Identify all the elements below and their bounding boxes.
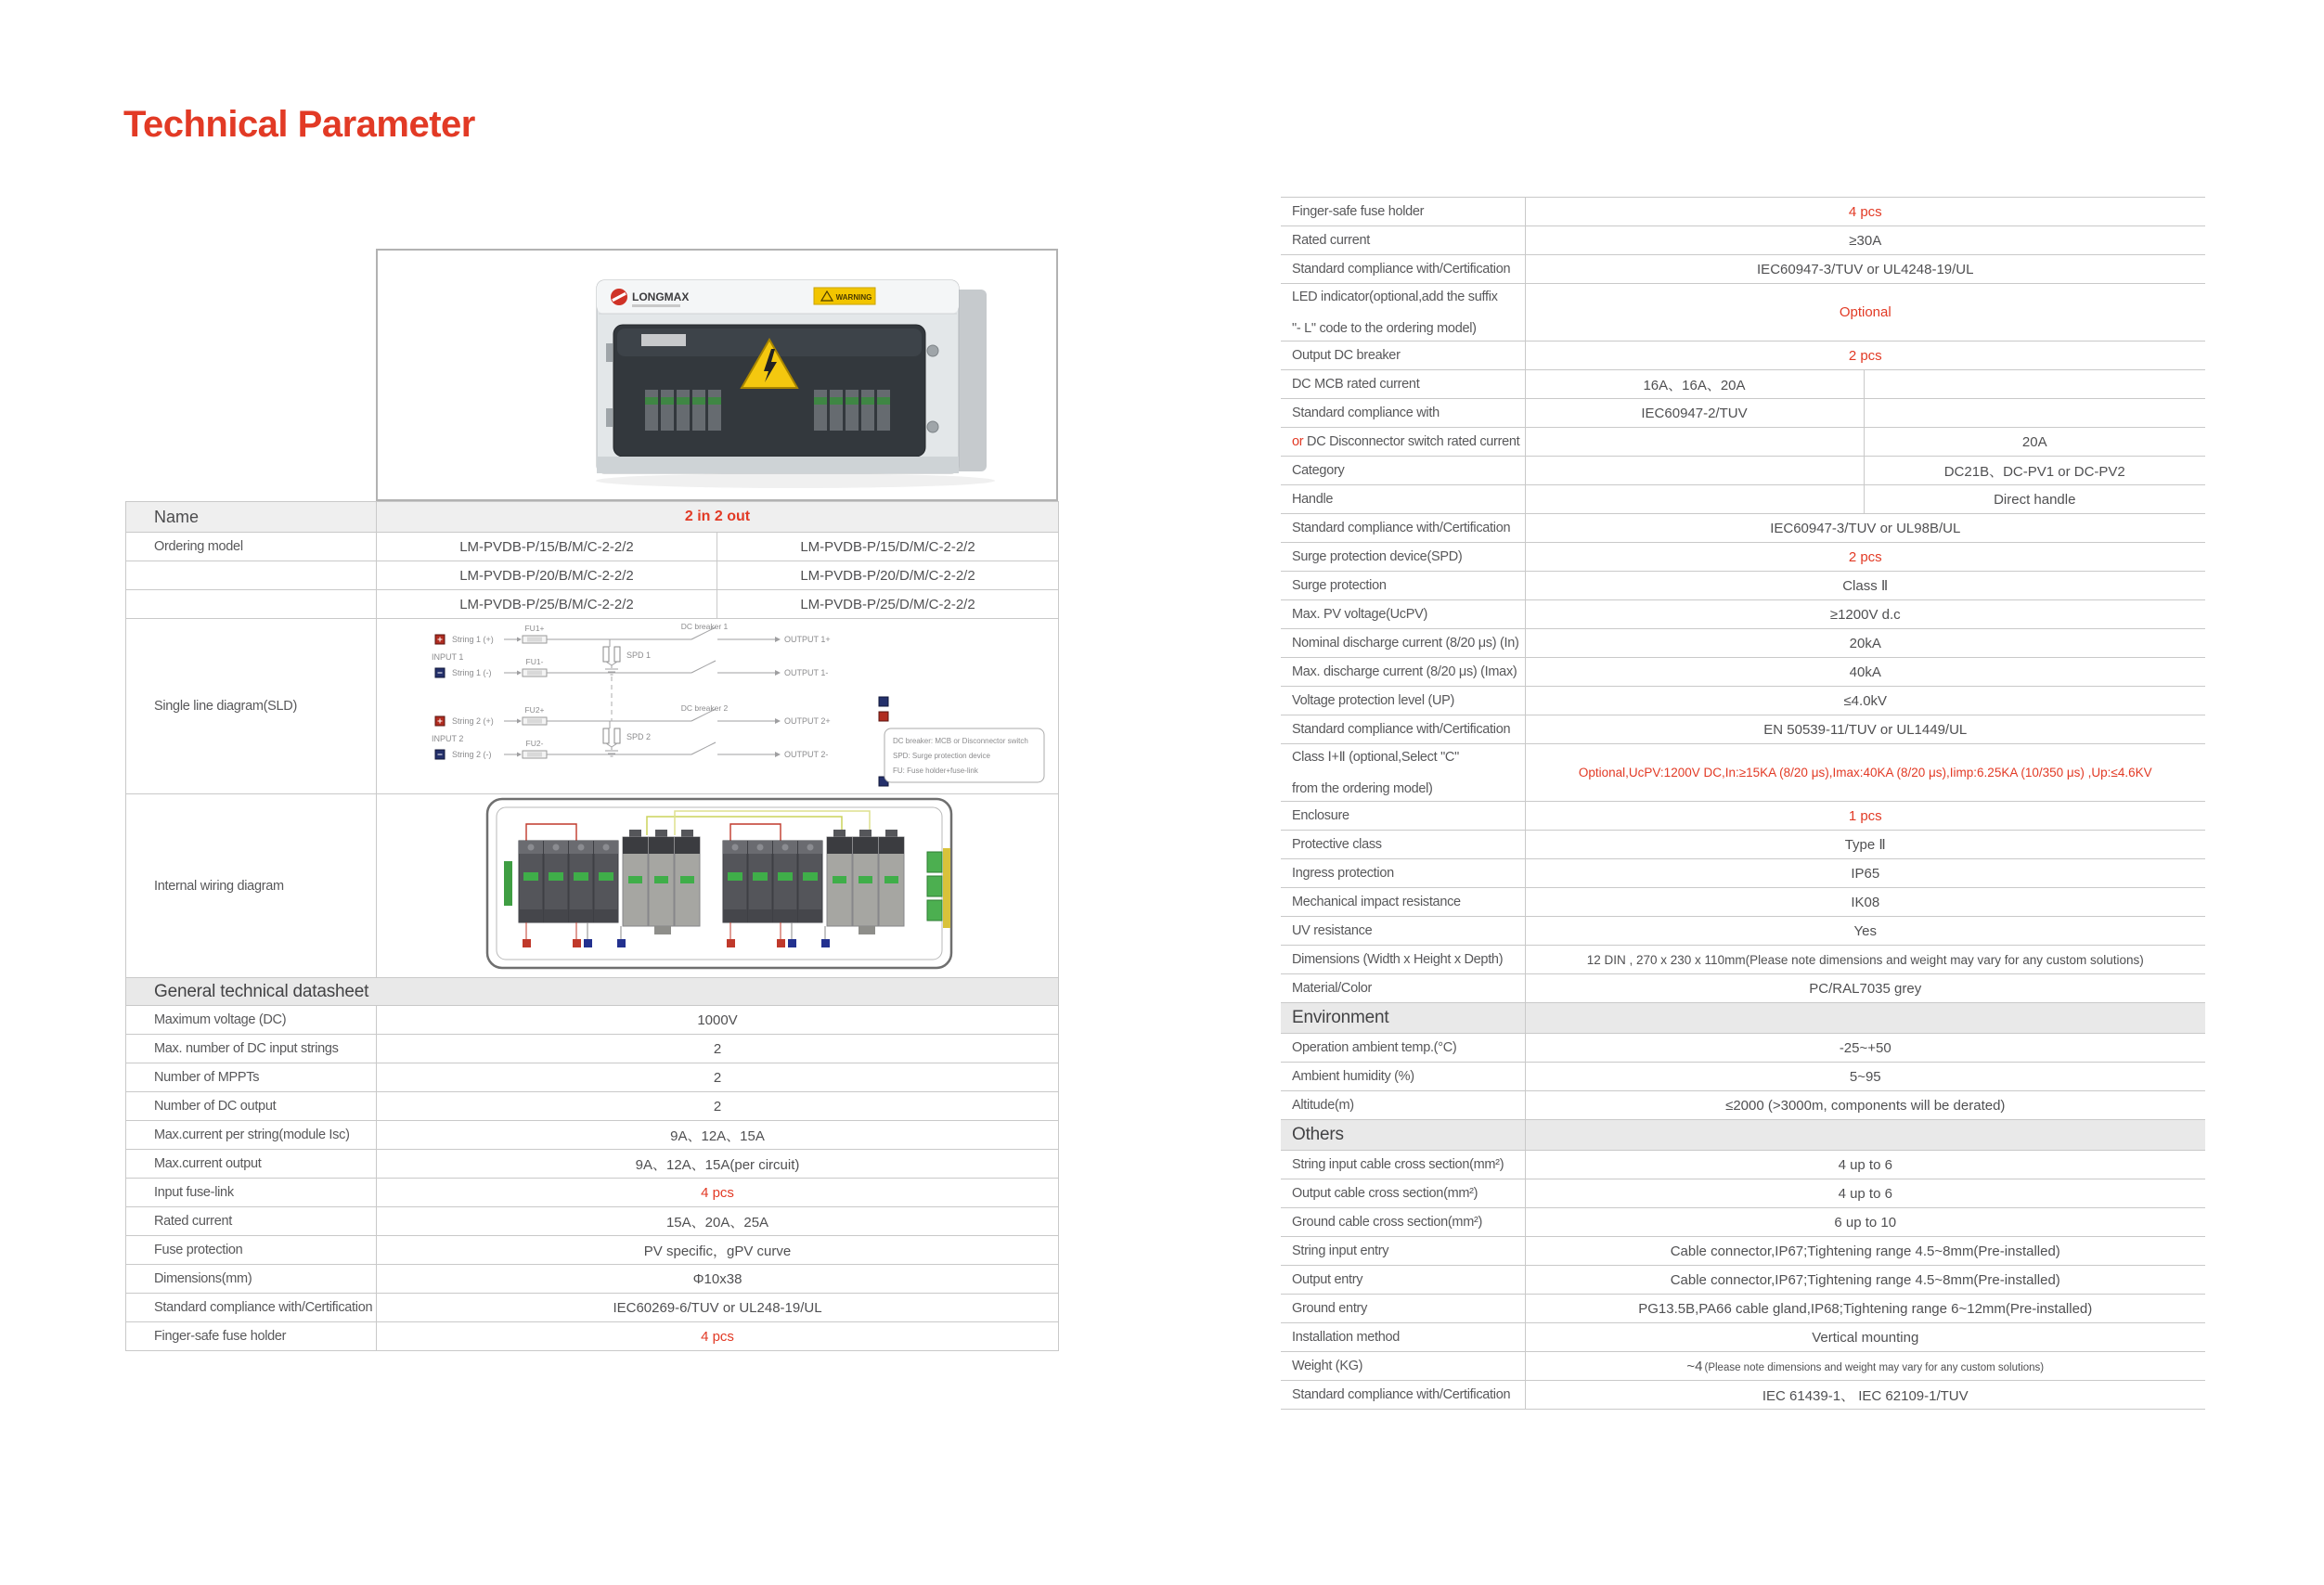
ordering-model-value: LM-PVDB-P/25/D/M/C-2-2/2 [717, 590, 1059, 619]
sld-text: INPUT 2 [431, 734, 463, 743]
name-row-value: 2 in 2 out [377, 502, 1059, 533]
row-label: String input cable cross section(mm²) [1281, 1151, 1525, 1179]
row-value: Cable connector,IP67;Tightening range 4.5~8mm(Pre-installed) [1525, 1237, 2205, 1266]
row-label: Standard compliance with/Certification [1281, 1381, 1525, 1410]
row-label: Number of MPPTs [126, 1063, 377, 1092]
row-label: Nominal discharge current (8/20 μs) (In) [1281, 629, 1525, 658]
row-label: Fuse protection [126, 1236, 377, 1265]
section-row [1281, 1003, 2205, 1034]
row-label: Finger-safe fuse holder [126, 1322, 377, 1351]
table-row [126, 1035, 1059, 1063]
row-label-line2: from the ordering model) [1292, 780, 1433, 796]
table-row [126, 1092, 1059, 1121]
sld-text: String 2 (-) [451, 750, 492, 759]
sld-text: SPD 2 [626, 732, 651, 741]
table-row [1281, 341, 2205, 370]
row-value: 5~95 [1525, 1063, 2205, 1091]
row-value: IEC60947-2/TUV [1525, 399, 1864, 428]
page-title: Technical Parameter [123, 104, 475, 145]
row-value: Class Ⅱ [1525, 572, 2205, 600]
table-row [1281, 629, 2205, 658]
wiring-svg [378, 794, 1058, 973]
row-label: UV resistance [1281, 917, 1525, 946]
row-value: 2 [377, 1035, 1059, 1063]
ordering-model-value: LM-PVDB-P/15/B/M/C-2-2/2 [377, 533, 717, 561]
row-value: 4 pcs [1525, 198, 2205, 226]
row-label: Output DC breaker [1281, 341, 1525, 370]
row-label: Standard compliance with/Certification [126, 1294, 377, 1322]
row-value: ≥1200V d.c [1525, 600, 2205, 629]
row-value: 1 pcs [1525, 802, 2205, 831]
table-row [126, 1063, 1059, 1092]
row-value: 12 DIN , 270 x 230 x 110mm(Please note dimensions and weight may vary for any custom solutions) [1525, 946, 2205, 974]
row-value: Cable connector,IP67;Tightening range 4.5~8mm(Pre-installed) [1525, 1266, 2205, 1295]
table-row [126, 1265, 1059, 1294]
row-value: PV specific，gPV curve [377, 1236, 1059, 1265]
sld-text: DC breaker: MCB or Disconnector switch [892, 737, 1028, 745]
row-value: Yes [1525, 917, 2205, 946]
row-label-prefix: or [1292, 434, 1308, 449]
brand-logo [611, 289, 689, 307]
row-label: Max. PV voltage(UcPV) [1281, 600, 1525, 629]
sld-text: SPD: Surge protection device [892, 752, 990, 760]
sld-text: FU2- [525, 739, 543, 748]
row-value: 4 up to 6 [1525, 1179, 2205, 1208]
row-value: EN 50539-11/TUV or UL1449/UL [1525, 715, 2205, 744]
section-header: Environment [1281, 1003, 1525, 1034]
section-header: Others [1281, 1120, 1525, 1151]
row-label-cell [1281, 284, 1525, 341]
row-value: 9A、12A、15A [377, 1121, 1059, 1150]
row-value: 1000V [377, 1006, 1059, 1035]
row-label: Max. discharge current (8/20 μs) (Imax) [1281, 658, 1525, 687]
table-row [1281, 917, 2205, 946]
row-label-line2: "- L" code to the ordering model) [1292, 320, 1477, 336]
row-value: 4 pcs [377, 1322, 1059, 1351]
sld-text: FU2+ [523, 705, 545, 715]
row-label: Dimensions (Width x Height x Depth) [1281, 946, 1525, 974]
row-value: Type Ⅱ [1525, 831, 2205, 859]
sld-text: FU: Fuse holder+fuse-link [892, 767, 978, 775]
table-row [1281, 1352, 2205, 1381]
section-row [1281, 1120, 2205, 1151]
row-value: IEC60269-6/TUV or UL248-19/UL [377, 1294, 1059, 1322]
row-label: Max. number of DC input strings [126, 1035, 377, 1063]
table-row [1281, 1091, 2205, 1120]
row-label: Ambient humidity (%) [1281, 1063, 1525, 1091]
table-row [1281, 1034, 2205, 1063]
section-header-general: General technical datasheet [126, 978, 1059, 1006]
row-label: String input entry [1281, 1237, 1525, 1266]
row-label: DC MCB rated current [1281, 370, 1525, 399]
row-label: Operation ambient temp.(°C) [1281, 1034, 1525, 1063]
section-header-rest [1525, 1003, 2205, 1034]
sld-text: DC breaker 2 [680, 703, 728, 713]
row-value: PG13.5B,PA66 cable gland,IP68;Tightening range 6~12mm(Pre-installed) [1525, 1295, 2205, 1323]
row-value: PC/RAL7035 grey [1525, 974, 2205, 1003]
row-label: DC Disconnector switch rated current [1307, 434, 1520, 449]
table-row [126, 1179, 1059, 1207]
ordering-model-label: Ordering model [126, 533, 377, 561]
sld-text: SPD 1 [626, 651, 651, 660]
single-line-diagram [377, 619, 1059, 794]
row-label: Dimensions(mm) [126, 1265, 377, 1294]
ordering-model-value: LM-PVDB-P/20/D/M/C-2-2/2 [717, 561, 1059, 590]
row-value: Optional [1525, 284, 2205, 341]
row-label: Output cable cross section(mm²) [1281, 1179, 1525, 1208]
table-row [1281, 543, 2205, 572]
table-row [126, 1150, 1059, 1179]
row-value: 20kA [1525, 629, 2205, 658]
table-row [1281, 1266, 2205, 1295]
left-spec-table [125, 501, 1059, 1351]
row-label: Ground entry [1281, 1295, 1525, 1323]
row-value: 4 pcs [377, 1179, 1059, 1207]
ordering-model-label-empty [126, 561, 377, 590]
row-value: 2 pcs [1525, 543, 2205, 572]
row-value: 2 pcs [1525, 341, 2205, 370]
row-value: Direct handle [1864, 485, 2205, 514]
table-row [1281, 600, 2205, 629]
row-label: Ingress protection [1281, 859, 1525, 888]
table-row [126, 1207, 1059, 1236]
row-label: Mechanical impact resistance [1281, 888, 1525, 917]
row-value: 16A、16A、20A [1525, 370, 1864, 399]
right-spec-table [1281, 197, 2205, 1410]
row-label: Altitude(m) [1281, 1091, 1525, 1120]
row-value: ≤4.0kV [1525, 687, 2205, 715]
row-value: 2 [377, 1092, 1059, 1121]
row-label: Surge protection [1281, 572, 1525, 600]
row-label: Max.current per string(module Isc) [126, 1121, 377, 1150]
row-label: Maximum voltage (DC) [126, 1006, 377, 1035]
sld-text: String 1 (+) [451, 635, 494, 644]
sld-text: OUTPUT 1+ [783, 635, 831, 644]
row-label: Ground cable cross section(mm²) [1281, 1208, 1525, 1237]
row-value: 20A [1864, 428, 2205, 457]
sld-text: String 2 (+) [451, 716, 494, 726]
row-label-line1: LED indicator(optional,add the suffix [1292, 289, 1498, 304]
table-row [1281, 399, 2205, 428]
row-value-cell [1525, 1352, 2205, 1381]
ordering-model-label-empty [126, 590, 377, 619]
row-value: DC21B、DC-PV1 or DC-PV2 [1864, 457, 2205, 485]
warning-text: WARNING [835, 293, 872, 302]
row-value: Φ10x38 [377, 1265, 1059, 1294]
table-row [1281, 1323, 2205, 1352]
sld-text: INPUT 1 [431, 652, 463, 662]
table-row [1281, 457, 2205, 485]
table-row [1281, 687, 2205, 715]
row-value: 2 [377, 1063, 1059, 1092]
sld-text: OUTPUT 1- [783, 668, 828, 677]
name-row-label: Name [126, 502, 377, 533]
row-label: Weight (KG) [1281, 1352, 1525, 1381]
table-row [1281, 485, 2205, 514]
sld-text: FU1+ [523, 624, 545, 633]
sld-text: String 1 (-) [451, 668, 492, 677]
table-row [1281, 1237, 2205, 1266]
row-label: Surge protection device(SPD) [1281, 543, 1525, 572]
empty-cell [1525, 485, 1864, 514]
internal-wiring-diagram [377, 794, 1059, 978]
row-label: Finger-safe fuse holder [1281, 198, 1525, 226]
table-row [1281, 888, 2205, 917]
row-label: Number of DC output [126, 1092, 377, 1121]
sld-text: FU1- [525, 657, 543, 666]
sld-legend [884, 728, 1044, 782]
empty-cell [1864, 399, 2205, 428]
table-row [1281, 715, 2205, 744]
row-value: Optional,UcPV:1200V DC,In:≥15KA (8/20 μs),Imax:40KA (8/20 μs),Iimp:6.25KA (10/350 μs) ,Up:≤4.6KV [1525, 744, 2205, 802]
row-label-cell [1281, 744, 1525, 802]
row-label: Output entry [1281, 1266, 1525, 1295]
row-label: Max.current output [126, 1150, 377, 1179]
table-row [1281, 946, 2205, 974]
table-row [1281, 284, 2205, 341]
row-label: Installation method [1281, 1323, 1525, 1352]
sld-row-label: Single line diagram(SLD) [126, 619, 377, 794]
table-row [126, 1322, 1059, 1351]
row-value: -25~+50 [1525, 1034, 2205, 1063]
table-row [1281, 1295, 2205, 1323]
row-label: Rated current [126, 1207, 377, 1236]
row-value: IK08 [1525, 888, 2205, 917]
row-value: IP65 [1525, 859, 2205, 888]
table-row [1281, 974, 2205, 1003]
product-photo [376, 249, 1058, 501]
row-label: Voltage protection level (UP) [1281, 687, 1525, 715]
table-row [1281, 255, 2205, 284]
ordering-model-value: LM-PVDB-P/20/B/M/C-2-2/2 [377, 561, 717, 590]
row-label-cell [1281, 428, 1525, 457]
row-value: Vertical mounting [1525, 1323, 2205, 1352]
table-row [1281, 514, 2205, 543]
row-label: Standard compliance with/Certification [1281, 514, 1525, 543]
table-row [1281, 1208, 2205, 1237]
row-label: Input fuse-link [126, 1179, 377, 1207]
row-label: Category [1281, 457, 1525, 485]
row-value: ≤2000 (>3000m, components will be derated) [1525, 1091, 2205, 1120]
table-row [1281, 226, 2205, 255]
row-label: Handle [1281, 485, 1525, 514]
row-label: Standard compliance with/Certification [1281, 715, 1525, 744]
table-row [1281, 1063, 2205, 1091]
table-row [126, 1121, 1059, 1150]
empty-cell [1525, 428, 1864, 457]
ordering-model-value: LM-PVDB-P/25/B/M/C-2-2/2 [377, 590, 717, 619]
row-value: 9A、12A、15A(per circuit) [377, 1150, 1059, 1179]
row-label: Enclosure [1281, 802, 1525, 831]
warning-sticker [814, 288, 875, 304]
row-value: IEC 61439-1、 IEC 62109-1/TUV [1525, 1381, 2205, 1410]
table-row [1281, 1179, 2205, 1208]
wiring-row-label: Internal wiring diagram [126, 794, 377, 978]
row-value: 15A、20A、25A [377, 1207, 1059, 1236]
row-value: IEC60947-3/TUV or UL98B/UL [1525, 514, 2205, 543]
sld-text: OUTPUT 2+ [783, 716, 831, 726]
row-label-line1: Class Ⅰ+Ⅱ (optional,Select "C" [1292, 749, 1459, 765]
sld-text: DC breaker 1 [680, 622, 728, 631]
row-value: 6 up to 10 [1525, 1208, 2205, 1237]
empty-cell [1864, 370, 2205, 399]
row-value: 40kA [1525, 658, 2205, 687]
row-label: Standard compliance with/Certification [1281, 255, 1525, 284]
row-value-note: (Please note dimensions and weight may vary for any custom solutions) [1704, 1361, 2045, 1373]
row-label: Rated current [1281, 226, 1525, 255]
row-value: ≥30A [1525, 226, 2205, 255]
empty-cell [1525, 457, 1864, 485]
table-row [126, 1294, 1059, 1322]
table-row [1281, 859, 2205, 888]
table-row [1281, 744, 2205, 802]
row-label: Protective class [1281, 831, 1525, 859]
table-row [126, 1236, 1059, 1265]
row-label: Standard compliance with [1281, 399, 1525, 428]
row-label: Material/Color [1281, 974, 1525, 1003]
table-row [1281, 428, 2205, 457]
table-row [1281, 1381, 2205, 1410]
table-row [126, 1006, 1059, 1035]
sld-text: OUTPUT 2- [783, 750, 828, 759]
row-value: ~4 [1686, 1358, 1703, 1374]
row-value: IEC60947-3/TUV or UL4248-19/UL [1525, 255, 2205, 284]
table-row [1281, 802, 2205, 831]
row-value: 4 up to 6 [1525, 1151, 2205, 1179]
table-row [1281, 658, 2205, 687]
table-row [1281, 198, 2205, 226]
table-row [1281, 1151, 2205, 1179]
table-row [1281, 831, 2205, 859]
product-photo-svg [378, 251, 1056, 499]
sld-svg [378, 619, 1058, 790]
brand-text: LONGMAX [632, 290, 690, 303]
table-row [1281, 572, 2205, 600]
table-row [1281, 370, 2205, 399]
ordering-model-value: LM-PVDB-P/15/D/M/C-2-2/2 [717, 533, 1059, 561]
section-header-rest [1525, 1120, 2205, 1151]
